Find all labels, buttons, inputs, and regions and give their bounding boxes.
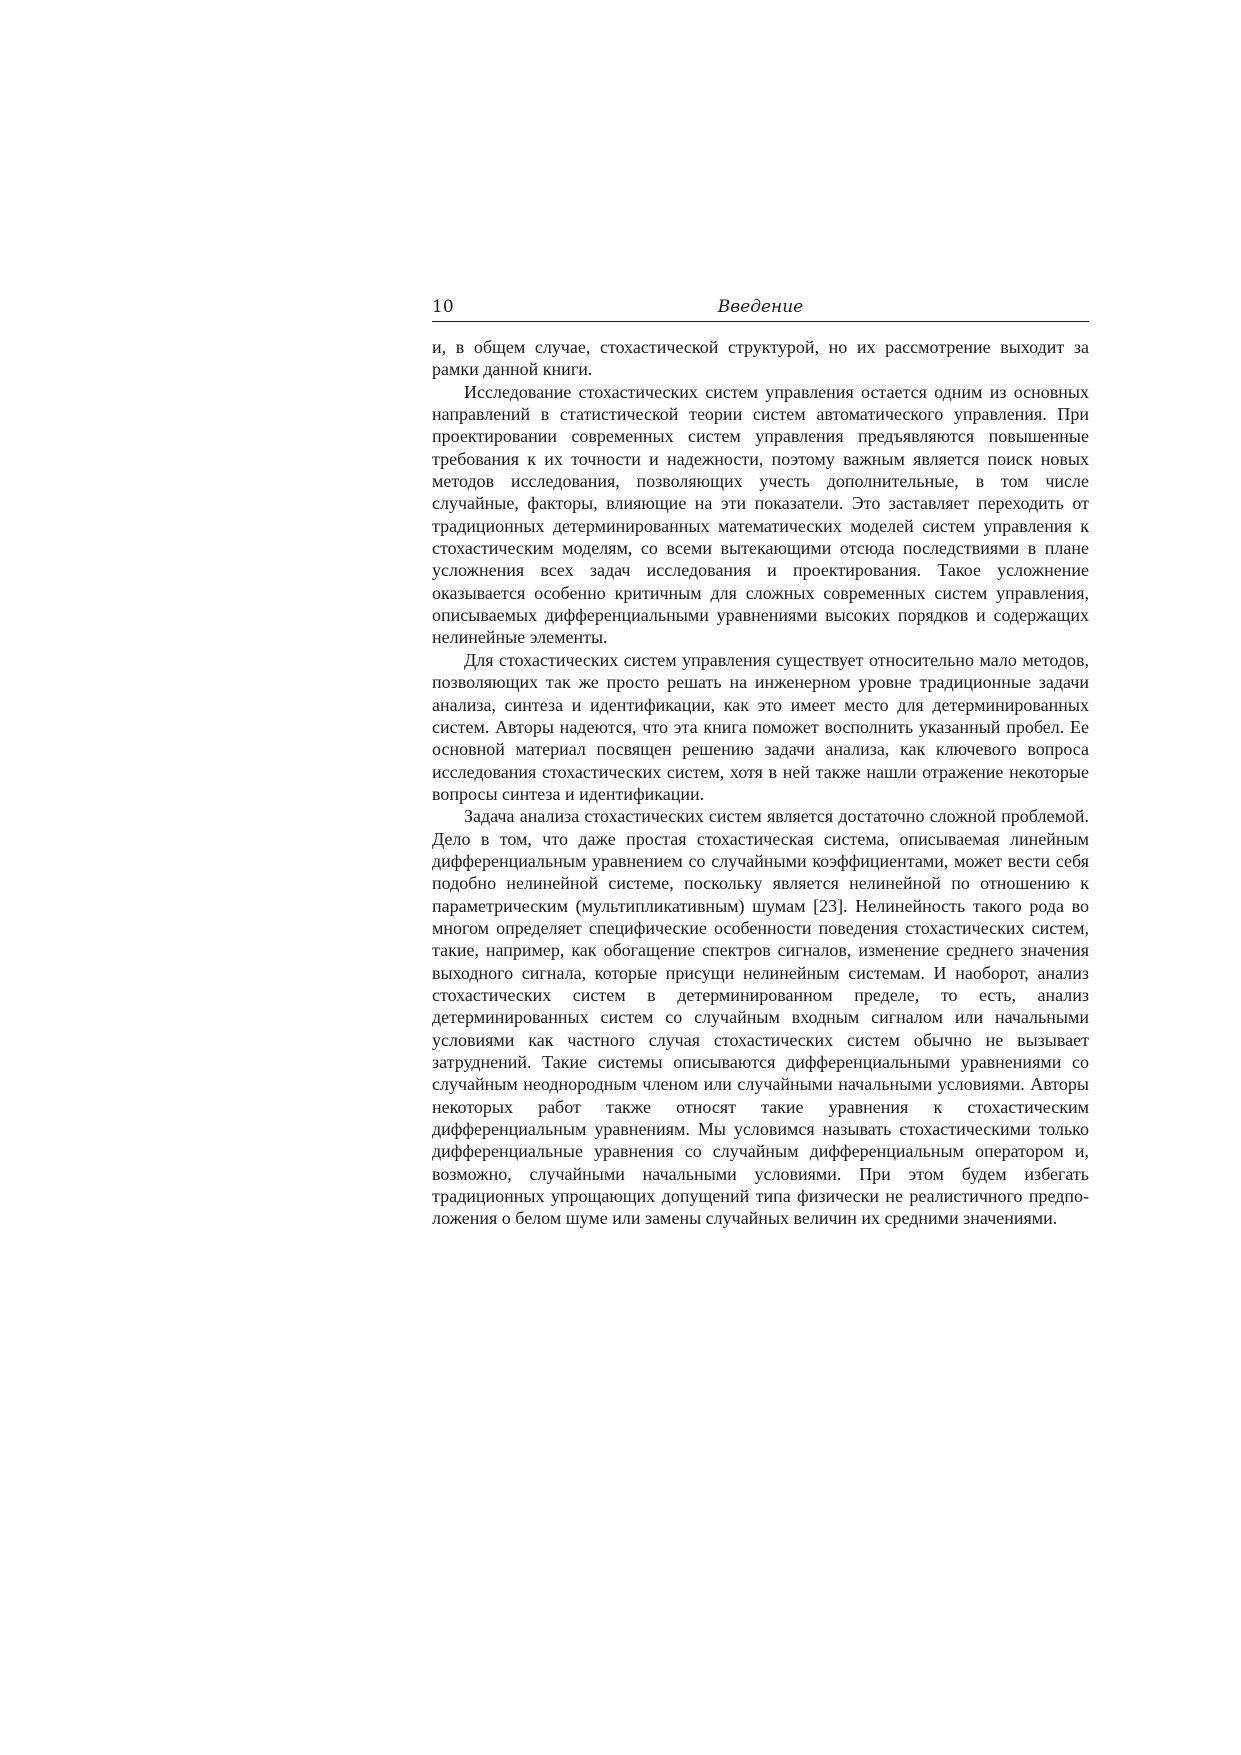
paragraph: Для стохастических систем управления существует относительно мало методов, позволяющих так же просто решать на инженерном уровне традиционные задачи анализа, синтеза и идентификации, как это имеет место для детерминированных систем. Авторы надеются, что эта книга поможет восполнить указанный пробел. Ее основной материал посвящен решению задачи анализа, как ключевого вопроса исследования стохастических систем, хотя в ней также нашли отражение некоторые вопросы синтеза и идентификации. (432, 649, 1089, 804)
paragraph: Исследование стохастических систем управления остается одним из основных направлений в статистической теории систем автоматического управления. При проектировании современных систем управления предъявляются повышенные требования к их точности и надежности, поэтому важным является поиск новых методов исследования, позволяющих учесть дополнительные, в том числе случайные, факторы, влияющие на эти показатели. Это заставляет переходить от традиционных детерминированных математических моделей систем управления к стохастическим моделям, со всеми вытекающими отсюда последствиями в плане усложнения всех задач исследования и проектирования. Такое усложнение оказывается особенно критичным для сложных современных систем управления, описываемых дифференциальными уравнениями высоких порядков и содержащих нелинейные элементы. (432, 381, 1089, 648)
body-text (432, 336, 1089, 1230)
paragraph-continuation: и, в общем случае, стохастической структурой, но их рассмотрение выходит за рамки данной книги. (432, 337, 1089, 380)
running-title: Введение (717, 297, 804, 317)
header-rule (432, 321, 1089, 322)
book-page (432, 295, 1089, 1230)
running-head (432, 295, 1089, 319)
page-number: 10 (432, 297, 454, 317)
paragraph: Задача анализа стохастических систем является достаточно сложной проблемой. Дело в том, что даже простая стохастическая система, описываемая линейным дифференциальным уравнением со случайными коэффициентами, может вести себя подобно нелинейной системе, поскольку является нелинейной по отношению к параметрическим (мультипликативным) шумам [23]. Нелинейность такого рода во многом определяет специфические особенности поведения стохастических систем, такие, например, как обогащение спектров сигналов, изменение среднего значения выходного сигнала, которые присущи нелинейным системам. И наоборот, анализ стохастических систем в детерминированном пределе, то есть, анализ детерминированных систем со случайным входным сигналом или начальными условиями как частного случая стохастических систем обычно не вызывает затруднений. Такие системы описываются дифференциальными уравнениями со случайным неоднородным членом или случайными начальными условиями. Авторы некоторых работ также относят такие уравнения к стохастическим дифференциальным уравнениям. Мы условимся называть стохастическими только дифференциальные уравнения со случайным дифференциальным оператором и, возможно, случайными начальными условиями. При этом будем избегать традиционных упрощающих допущений типа физически не реалистичного предположения о белом шуме или замены случайных величин их средними значениями. (432, 806, 1089, 1229)
